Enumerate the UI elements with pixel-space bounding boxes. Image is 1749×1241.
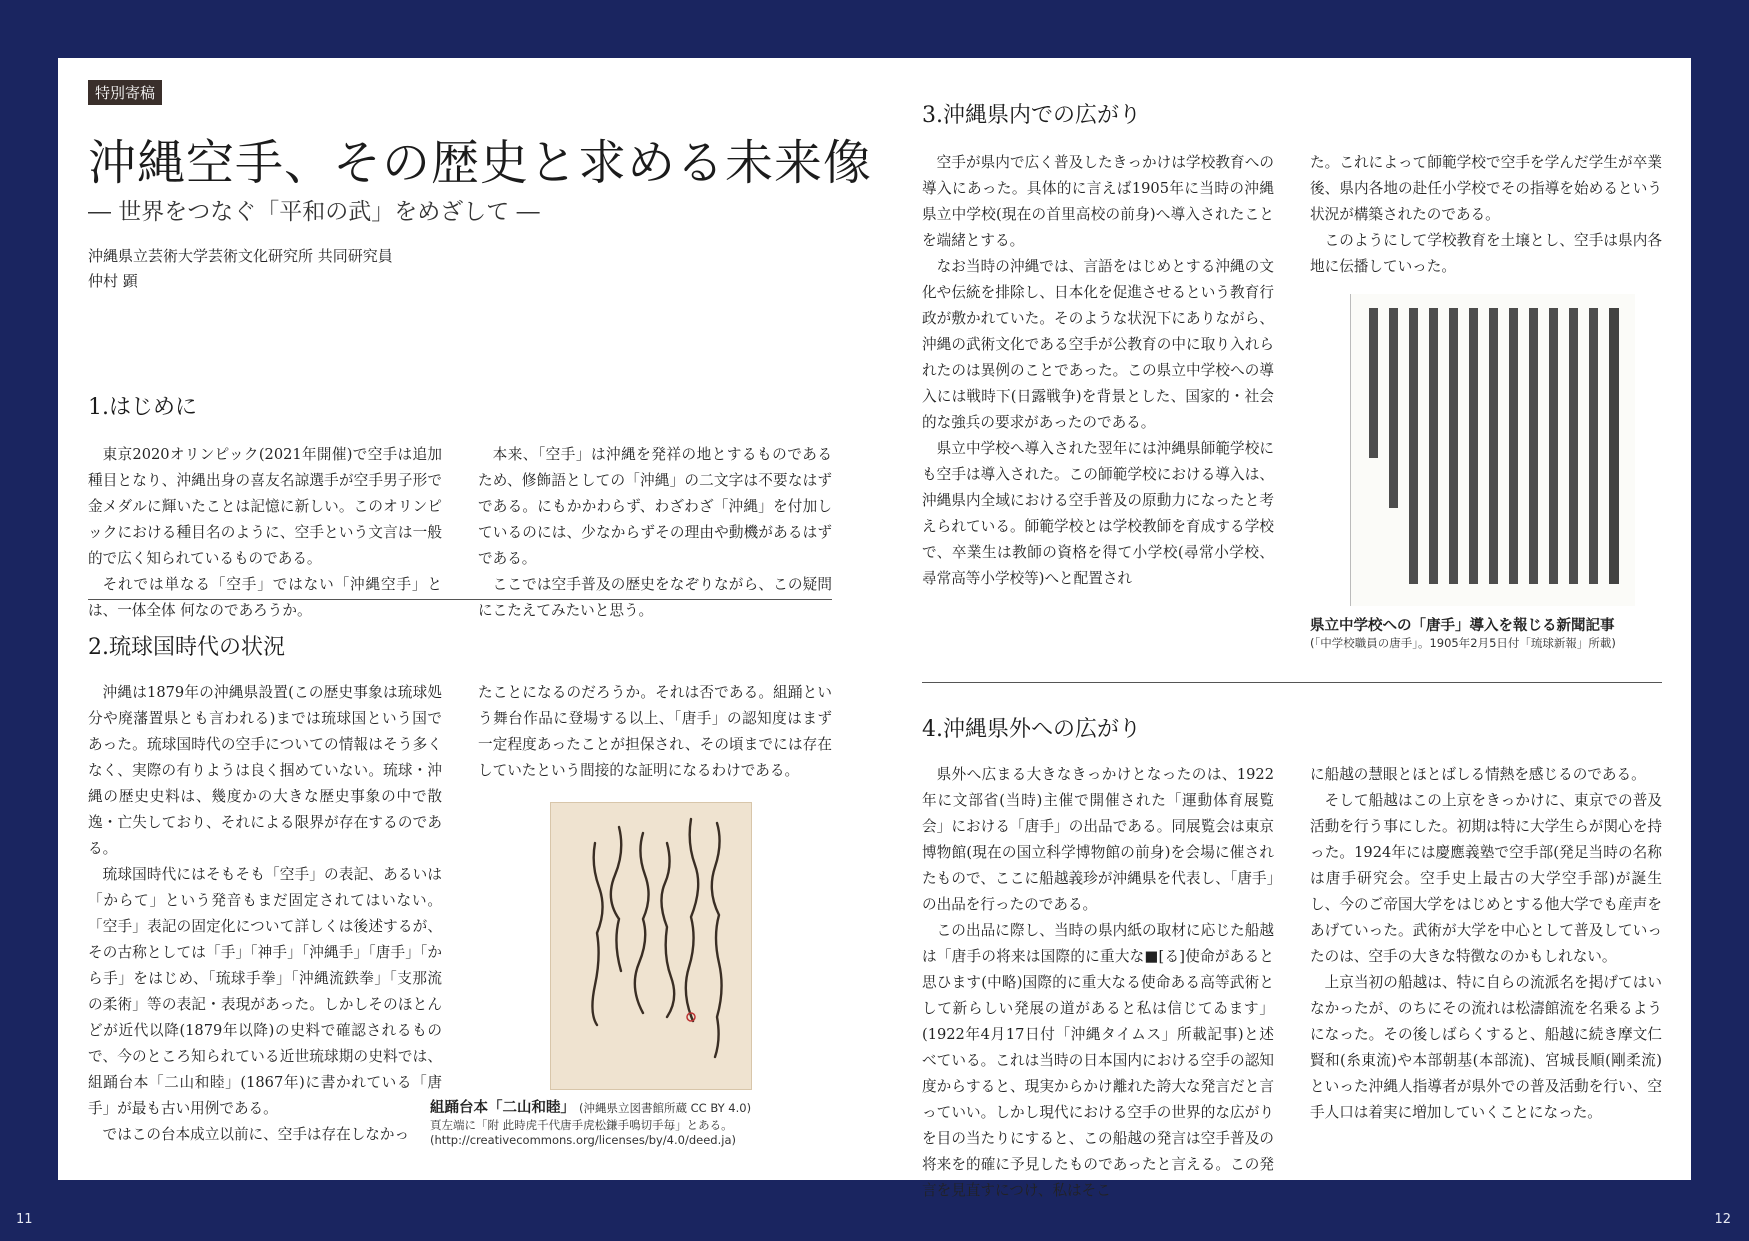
kumiodori-script-image — [550, 802, 752, 1090]
paragraph: た。これによって師範学校で空手を学んだ学生が卒業後、県内各地の赴任小学校でその指導を始めるという状況が構築されたのである。 — [1310, 154, 1662, 223]
page-number-left: 11 — [16, 1212, 33, 1227]
paragraph: 沖縄は1879年の沖縄県設置(この歴史事象は琉球処分や廃藩置県とも言われる)までは琉球国という国であった。琉球国時代の空手についての情報はそう多くなく、実際の有りようは良く掴めていない。琉球・沖縄の歴史史料は、幾度かの大きな歴史事象の中で散逸・亡失しており、それによる限界が存在するのである。 — [88, 684, 442, 857]
paragraph: 琉球国時代にはそもそも「空手」の表記、あるいは「からて」という発音もまだ固定されてはいない。「空手」表記の固定化について詳しくは後述するが、その古称としては「手」「神手」「沖縄手」「唐手」「から手」をはじめ、「琉球手拳」「沖縄流鉄拳」「支那流の柔術」等の表記・表現があった。しかしそのほとんどが近代以降(1879年以降)の史料で確認されるもので、今のところ知られている近世琉球期の史料では、組踊台本「二山和睦」(1867年)に書かれている「唐手」が最も古い用例である。 — [88, 866, 442, 1117]
paragraph: この出品に際し、当時の県内紙の取材に応じた船越は「唐手の将来は国際的に重大な■[る]使命があると思ひます(中略)国際的に重大なる使命ある高等武術として新らしい発展の道があると私は信じてゐます」(1922年4月17日付「沖縄タイムス」所載記事)と述べている。これは当時の日本国内における空手の認知度からすると、現実からかけ離れた誇大な発言だと言っていい。しかし現代における空手の世界的な広がりを目の当たりにすると、この船越の発言は空手普及の将来を的確に予見したものであったと言える。この発言を見直すにつけ、私はそこ — [922, 922, 1274, 1199]
newspaper-clipping-image — [1350, 294, 1635, 606]
paragraph: なお当時の沖縄では、言語をはじめとする沖縄の文化や伝統を排除し、日本化を促進させるという教育行政が敷かれていた。そのような状況下にありながら、沖縄の武術文化である空手が公教育の中に取り入れられたのは異例のことであった。この県立中学校への導入には戦時下(日露戦争)を背景とした、国家的・社会的な強兵の要求があったのである。 — [922, 258, 1274, 431]
page-number-right: 12 — [1714, 1212, 1731, 1227]
paragraph: 県外へ広まる大きなきっかけとなったのは、1922年に文部省(当時)主催で開催された「運動体育展覧会」における「唐手」の出品である。同展覧会は東京博物館(現在の国立科学博物館の前身)を会場に催されたもので、ここに船越義珍が沖縄県を代表し、「唐手」の出品を行ったのである。 — [922, 766, 1274, 913]
paragraph: ではこの台本成立以前に、空手は存在しなかっ — [102, 1126, 410, 1143]
article-subtitle: ― 世界をつなぐ「平和の武」をめざして ― — [88, 199, 540, 225]
paragraph: このようにして学校教育を土壌とし、空手は県内各地に伝播していった。 — [1310, 232, 1662, 275]
paragraph: 本来、「空手」は沖縄を発祥の地とするものであるため、修飾語としての「沖縄」の二文字は不要なはずである。にもかかわらず、わざわざ「沖縄」を付加しているのには、少なからずその理由や動機があるはずである。 — [478, 446, 832, 567]
author-name: 仲村 顕 — [88, 272, 138, 290]
caption-note: 頁左端に「附 此時虎千代唐手虎松鎌手鳴切手毎」とある。 — [430, 1118, 733, 1132]
image-caption — [430, 1096, 870, 1147]
paragraph: 空手が県内で広く普及したきっかけは学校教育への導入にあった。具体的に言えば1905年に当時の沖縄県立中学校(現在の首里高校の前身)へ導入されたことを端緒とする。 — [922, 154, 1274, 249]
caption-title: 組踊台本「二山和睦」 — [430, 1100, 575, 1116]
paragraph: それでは単なる「空手」ではない「沖縄空手」とは、一体全体 何なのであろうか。 — [88, 576, 442, 619]
paragraph: 東京2020オリンピック(2021年開催)で空手は追加種目となり、沖縄出身の喜友名諒選手が空手男子形で金メダルに輝いたことは記憶に新しい。このオリンピックにおける種目名のように、空手という文言は一般的で広く知られているものである。 — [88, 446, 442, 567]
section-3-col-1 — [922, 150, 1274, 592]
newspaper-caption-title: 県立中学校への「唐手」導入を報じる新聞記事 — [1310, 618, 1615, 634]
section-3-heading: 3.沖縄県内での広がり — [922, 103, 1141, 128]
newspaper-caption-source: (「中学校職員の唐手」。1905年2月5日付「琉球新報」所載) — [1310, 636, 1616, 650]
section-2-heading: 2.琉球国時代の状況 — [88, 635, 285, 660]
section-1-heading: 1.はじめに — [88, 395, 197, 420]
newspaper-caption — [1310, 614, 1680, 651]
paragraph: そして船越はこの上京をきっかけに、東京での普及活動を行う事にした。初期は特に大学生らが関心を持った。1924年には慶應義塾で空手部(発足当時の名称は唐手研究会。空手史上最古の大学空手部)が誕生し、今のご帝国大学をはじめとする他大学でも産声をあげていった。武術が大学を中心として普及していったのは、空手の大きな特徴なのかもしれない。 — [1310, 792, 1662, 965]
paragraph: に船越の慧眼とほとばしる情熱を感じるのである。 — [1310, 766, 1646, 783]
paragraph: ここでは空手普及の歴史をなぞりながら、この疑問にこたえてみたいと思う。 — [478, 576, 832, 619]
special-contribution-tag: 特別寄稿 — [88, 80, 162, 105]
article-title: 沖縄空手、その歴史と求める未来像 — [88, 135, 873, 191]
paragraph: 上京当初の船越は、特に自らの流派名を掲げてはいなかったが、のちにその流れは松濤館流を名乗るようになった。その後しばらくすると、船越に続き摩文仁賢和(糸東流)や本部朝基(本部流)、宮城長順(剛柔流)といった沖縄人指導者が県外での普及活動を行い、空手人口は着実に増加していくことになった。 — [1310, 974, 1662, 1121]
section-divider — [922, 682, 1662, 683]
paragraph: たことになるのだろうか。それは否である。組踊という舞台作品に登場する以上、「唐手」の認知度はまず一定程度あったことが担保され、その頃までには存在していたという間接的な証明になるわけである。 — [478, 684, 832, 779]
section-divider — [88, 599, 832, 600]
section-4-col-2 — [1310, 762, 1662, 1126]
right-page — [874, 58, 1691, 1199]
section-4-col-1 — [922, 762, 1274, 1204]
section-3-col-2 — [1310, 150, 1662, 280]
section-1-col-2 — [478, 442, 832, 624]
author-block — [88, 244, 393, 294]
caption-license-url: (http://creativecommons.org/licenses/by/4.0/deed.ja) — [430, 1133, 736, 1147]
section-4-heading: 4.沖縄県外への広がり — [922, 717, 1141, 742]
caption-credit: (沖縄県立図書館所蔵 CC BY 4.0) — [579, 1101, 752, 1115]
author-affiliation: 沖縄県立芸術大学芸術文化研究所 共同研究員 — [88, 247, 393, 265]
section-1-col-1 — [88, 442, 442, 624]
paragraph: 県立中学校へ導入された翌年には沖縄県師範学校にも空手は導入された。この師範学校における導入は、沖縄県内全域における空手普及の原動力になったと考えられている。師範学校とは学校教師を育成する学校で、卒業生は教師の資格を得て小学校(尋常小学校、尋常高等小学校等)へと配置され — [922, 440, 1274, 587]
section-2-col-2 — [478, 680, 832, 784]
section-2-col-1 — [88, 680, 442, 1148]
left-page — [58, 58, 874, 1180]
